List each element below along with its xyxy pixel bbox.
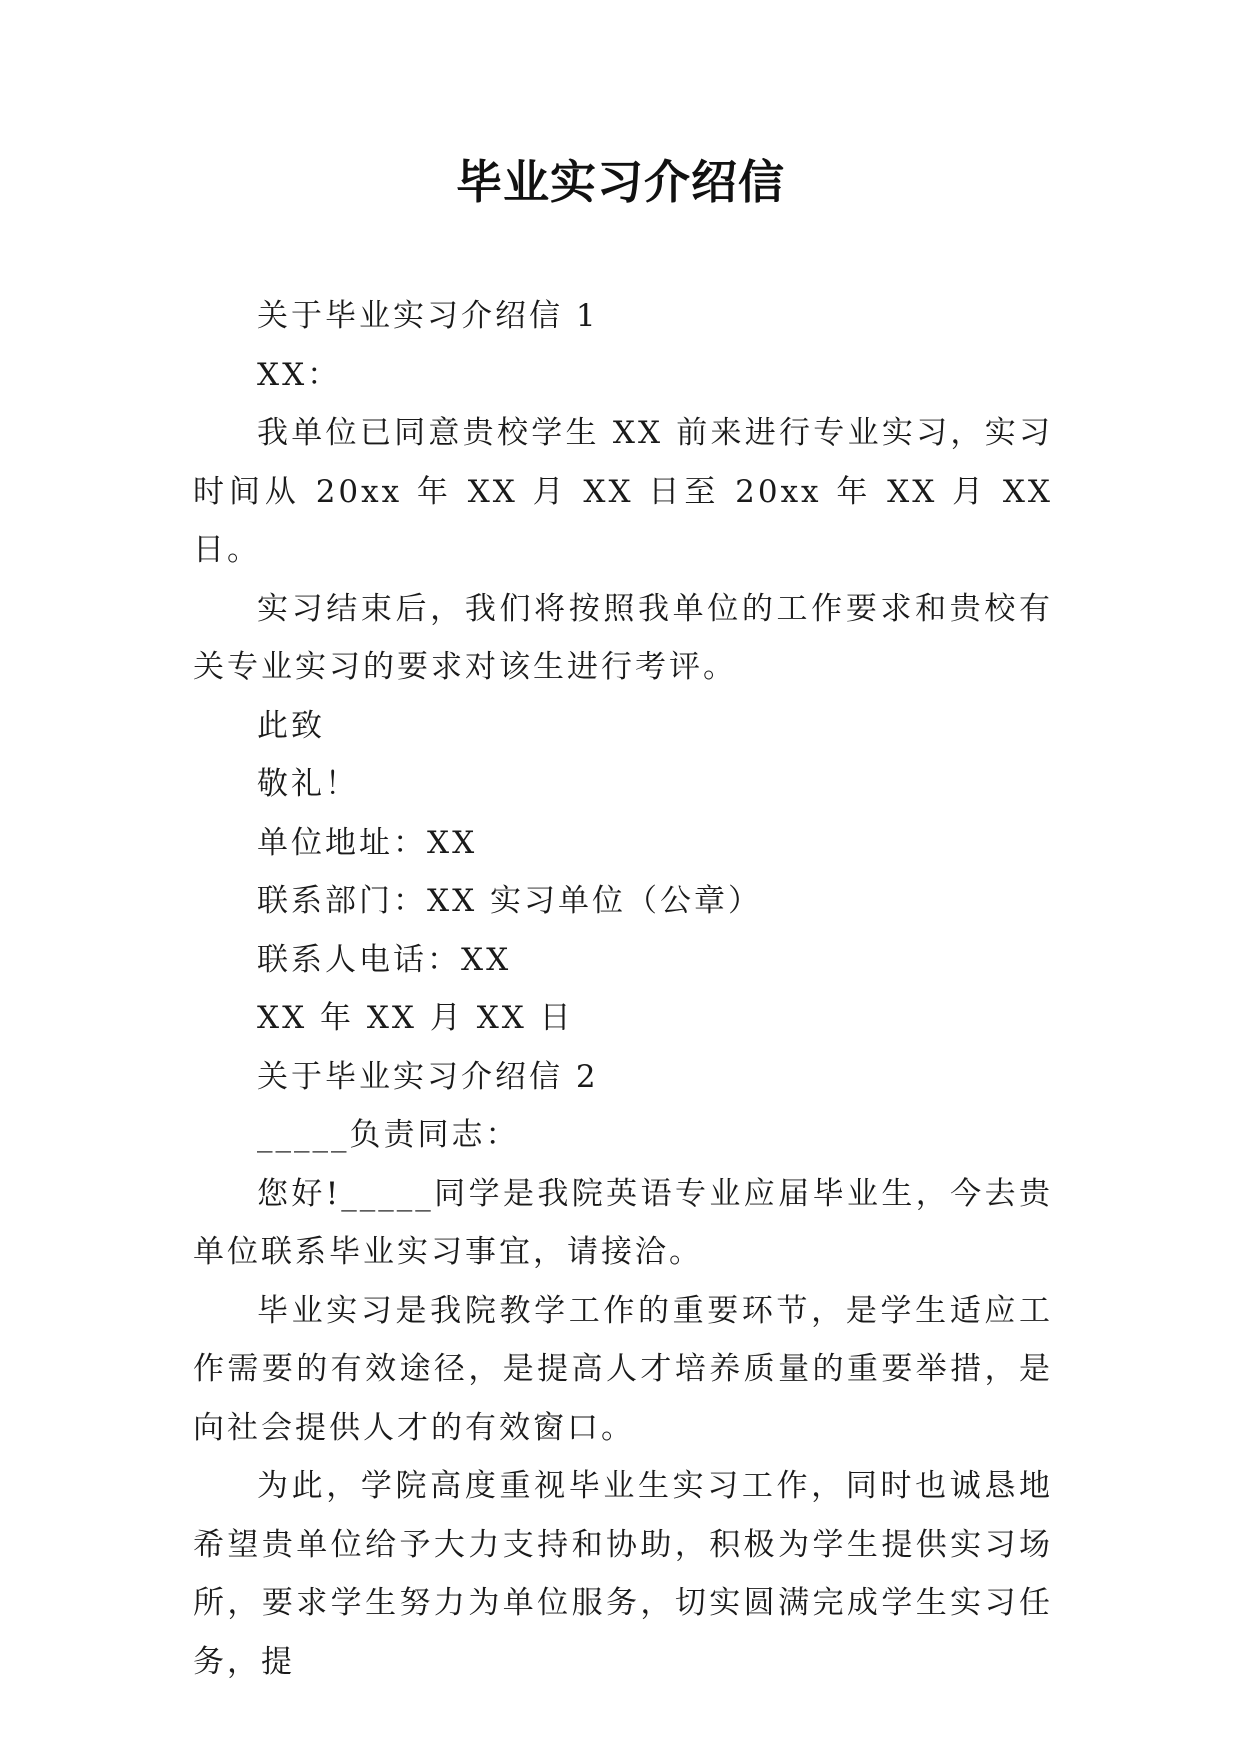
- letter-date: XX 年 XX 月 XX 日: [257, 1000, 574, 1036]
- paragraph: 实习结束后，我们将按照我单位的工作要求和贵校有关专业实习的要求对该生进行考评。: [193, 590, 1053, 685]
- document-body: [193, 287, 1053, 1691]
- contact-phone: 联系人电话：XX: [257, 941, 512, 978]
- paragraph: 为此，学院高度重视毕业生实习工作，同时也诚恳地希望贵单位给予大力支持和协助，积极为学生提供实习场所，要求学生努力为单位服务，切实圆满完成学生实习任务，提: [193, 1468, 1053, 1680]
- paragraph: 您好!_____同学是我院英语专业应届毕业生，今去贵单位联系毕业实习事宜，请接洽。: [193, 1175, 1053, 1270]
- closing-phrase: 此致: [257, 707, 325, 744]
- section-heading-2: 关于毕业实习介绍信 2: [257, 1058, 599, 1095]
- salutation: _____负责同志：: [257, 1117, 520, 1153]
- salutation: XX：: [257, 356, 342, 393]
- paragraph: 毕业实习是我院教学工作的重要环节，是学生适应工作需要的有效途径，是提高人才培养质量的重要举措，是向社会提供人才的有效窗口。: [193, 1292, 1053, 1446]
- document-title: 毕业实习介绍信: [456, 155, 785, 209]
- contact-department: 联系部门：XX 实习单位（公章）: [257, 883, 762, 919]
- section-heading-1: 关于毕业实习介绍信 1: [257, 298, 599, 334]
- closing-greeting: 敬礼！: [257, 766, 359, 802]
- unit-address: 单位地址：XX: [257, 824, 478, 861]
- paragraph: 我单位已同意贵校学生 XX 前来进行专业实习，实习时间从 20xx 年 XX 月 XX 日至 20xx 年 XX 月 XX 日。: [193, 415, 1053, 568]
